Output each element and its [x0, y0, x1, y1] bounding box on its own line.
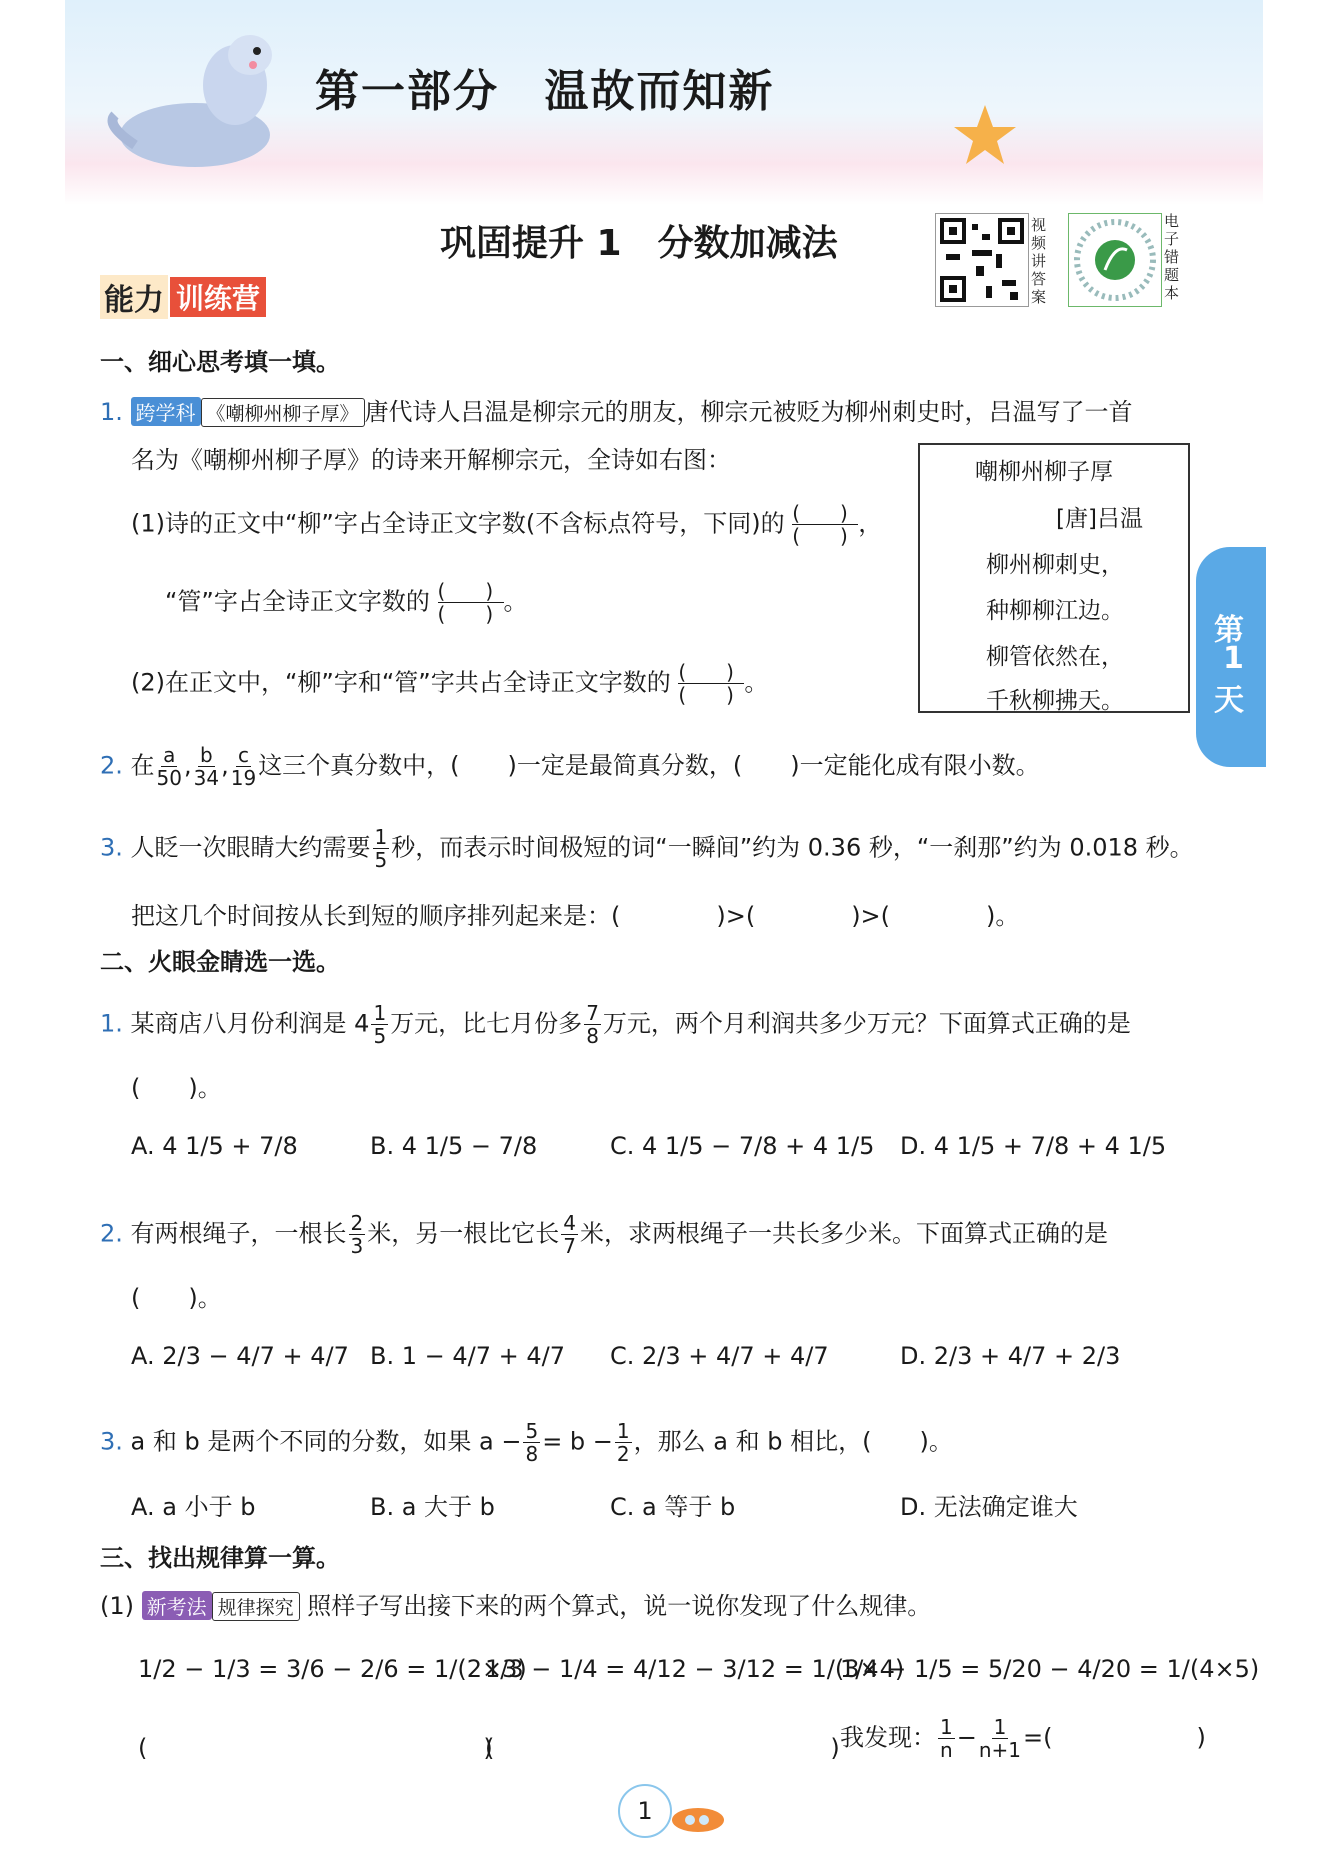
s1-q1-text1: 唐代诗人吕温是柳宗元的朋友，柳宗元被贬为柳州刺史时，吕温写了一首 [364, 398, 1133, 426]
star-decoration [950, 100, 1020, 170]
section3-title: 三、找出规律算一算。 [100, 1544, 340, 1572]
s1-q1-sub1b: “管”字占全诗正文字数的 ( ) ( ) 。 [165, 579, 528, 626]
discovery-blank[interactable]: =( ) [1023, 1723, 1206, 1752]
s1-q1-sub2-text: (2)在正文中，“柳”字和“管”字共占全诗正文字数的 [131, 668, 671, 697]
qr-label-error-book: 电子错题本 [1164, 212, 1180, 302]
lesson-title: 巩固提升 1 分数加减法 [440, 223, 838, 264]
qr-label-video: 视频讲答案 [1031, 216, 1047, 306]
question-number: 1. [100, 398, 123, 426]
answer-fraction-blank[interactable]: ( ) ( ) [678, 661, 744, 706]
tag-pattern: 规律探究 [212, 1592, 300, 1621]
qr-code-video[interactable] [935, 213, 1029, 307]
s2-q1: 1. 某商店八月份利润是 4 $\frac{1}{5}$ 万元，比七月份多 $\frac{7}{8}$ 万元，两个月利润共多少万元？下面算式正确的是 [100, 1001, 1131, 1048]
answer-fraction-blank[interactable]: ( ) ( ) [792, 502, 858, 547]
s1-q1-line1 [100, 392, 1133, 427]
s1-q3: 3. 人眨一次眼睛大约需要 $\frac{1}{5}$ 秒，而表示时间极短的词“一瞬间”约为 0.36 秒，“一刹那”约为 0.018 秒。 [100, 825, 1194, 872]
page-number: 1 [618, 1784, 672, 1838]
day-tab-text3: 天 [1214, 683, 1244, 718]
submarine-icon [668, 1800, 728, 1836]
answer-fraction-blank[interactable]: ( ) ( ) [438, 580, 504, 625]
option-b[interactable]: B. a 大于 b [370, 1493, 495, 1521]
answer-blank[interactable]: ( ) [485, 1734, 840, 1762]
option-b[interactable]: B. 1 − 4/7 + 4/7 [370, 1342, 565, 1370]
day-tab-text2: 1 [1223, 641, 1244, 676]
s1-q1-sub1-text: (1)诗的正文中“柳”字占全诗正文字数(不含标点符号，下同)的 [131, 509, 785, 538]
poem-box [918, 443, 1190, 713]
option-a[interactable]: A. 2/3 − 4/7 + 4/7 [131, 1342, 349, 1370]
discovery-line: 我发现： $\frac{1}{n}$ − $\frac{1}{n+1}$ =( ) [840, 1715, 1206, 1762]
example-equation: 1/3 − 1/4 = 4/12 − 3/12 = 1/(3×4) [485, 1655, 905, 1683]
s2-q2-answer[interactable]: ( )。 [131, 1284, 222, 1312]
s1-q1-sub2: (2)在正文中，“柳”字和“管”字共占全诗正文字数的 ( ) ( ) 。 [131, 660, 769, 707]
s1-q1-line2: 名为《嘲柳州柳子厚》的诗来开解柳宗元，全诗如右图： [131, 446, 731, 474]
option-a[interactable]: A. 4 1/5 + 7/8 [131, 1132, 298, 1160]
option-c[interactable]: C. a 等于 b [610, 1493, 736, 1521]
option-b[interactable]: B. 4 1/5 − 7/8 [370, 1132, 538, 1160]
s2-q1-answer[interactable]: ( )。 [131, 1074, 222, 1102]
poem-line: 千秋柳拂天。 [986, 688, 1124, 714]
example-equation: 1/4 − 1/5 = 5/20 − 4/20 = 1/(4×5) [840, 1655, 1260, 1683]
option-a[interactable]: A. a 小于 b [131, 1493, 256, 1521]
part-title [315, 55, 774, 119]
day-tab [1196, 547, 1266, 767]
option-d[interactable]: D. 4 1/5 + 7/8 + 4 1/5 [900, 1132, 1167, 1160]
option-c[interactable]: C. 2/3 + 4/7 + 4/7 [610, 1342, 829, 1370]
poem-line: 柳管依然在， [986, 644, 1124, 670]
s3-q1: (1) 新考法 规律探究 照样子写出接下来的两个算式，说一说你发现了什么规律。 [100, 1592, 932, 1620]
s1-q2: 2. 在 $\frac{a}{50}$ , $\frac{b}{34}$ , $\frac{c}{19}$ 这三个真分数中，( )一定是最简真分数，( )一定能化成有限小数。 [100, 743, 1040, 790]
section2-title: 二、火眼金睛选一选。 [100, 948, 340, 976]
poem-line: 柳州柳刺史， [986, 552, 1124, 578]
poem-title: 嘲柳州柳子厚 [975, 459, 1113, 485]
s1-q3-line2: 把这几个时间按从长到短的顺序排列起来是：( )>( )>( )。 [131, 902, 1020, 930]
qr-code-error-book[interactable] [1068, 213, 1162, 307]
qr-code-icon [936, 214, 1028, 306]
seal-mascot-illustration [95, 25, 295, 175]
answer-blank[interactable]: ( ) [138, 1734, 493, 1762]
section1-title: 一、细心思考填一填。 [100, 348, 340, 376]
s2-q2: 2. 有两根绳子，一根长 $\frac{2}{3}$ 米，另一根比它长 $\frac{4}{7}$ 米，求两根绳子一共长多少米。下面算式正确的是 [100, 1211, 1109, 1258]
example-equation: 1/2 − 1/3 = 3/6 − 2/6 = 1/(2×3) [138, 1655, 527, 1683]
s2-q3: 3. a 和 b 是两个不同的分数，如果 a − $\frac{5}{8}$ = b − $\frac{1}{2}$ ，那么 a 和 b 相比，( )。 [100, 1419, 953, 1466]
day-tab-text1: 第 [1214, 613, 1244, 648]
tag-cross-subject: 跨学科 [131, 397, 201, 426]
tag-poem-title: 《嘲柳州柳子厚》 [201, 398, 365, 427]
option-d[interactable]: D. 2/3 + 4/7 + 2/3 [900, 1342, 1121, 1370]
part-title-sub: 温故而知新 [544, 66, 775, 117]
part-title-main: 第一部分 [315, 66, 499, 117]
leaf-qr-icon [1069, 214, 1161, 306]
training-camp-badge [100, 277, 266, 317]
badge-part1: 能力 [100, 275, 168, 319]
poem-line: 种柳柳江边。 [986, 598, 1124, 624]
s1-q1-sub1: (1)诗的正文中“柳”字占全诗正文字数(不含标点符号，下同)的 ( ) ( ) ， [131, 501, 883, 548]
badge-part2: 训练营 [170, 277, 266, 317]
s1-q1-sub1b-text: “管”字占全诗正文字数的 [165, 587, 430, 616]
option-c[interactable]: C. 4 1/5 − 7/8 + 4 1/5 [610, 1132, 875, 1160]
tag-new-method: 新考法 [142, 1591, 212, 1620]
poem-author: [唐]吕温 [1056, 506, 1143, 532]
option-d[interactable]: D. 无法确定谁大 [900, 1493, 1078, 1521]
